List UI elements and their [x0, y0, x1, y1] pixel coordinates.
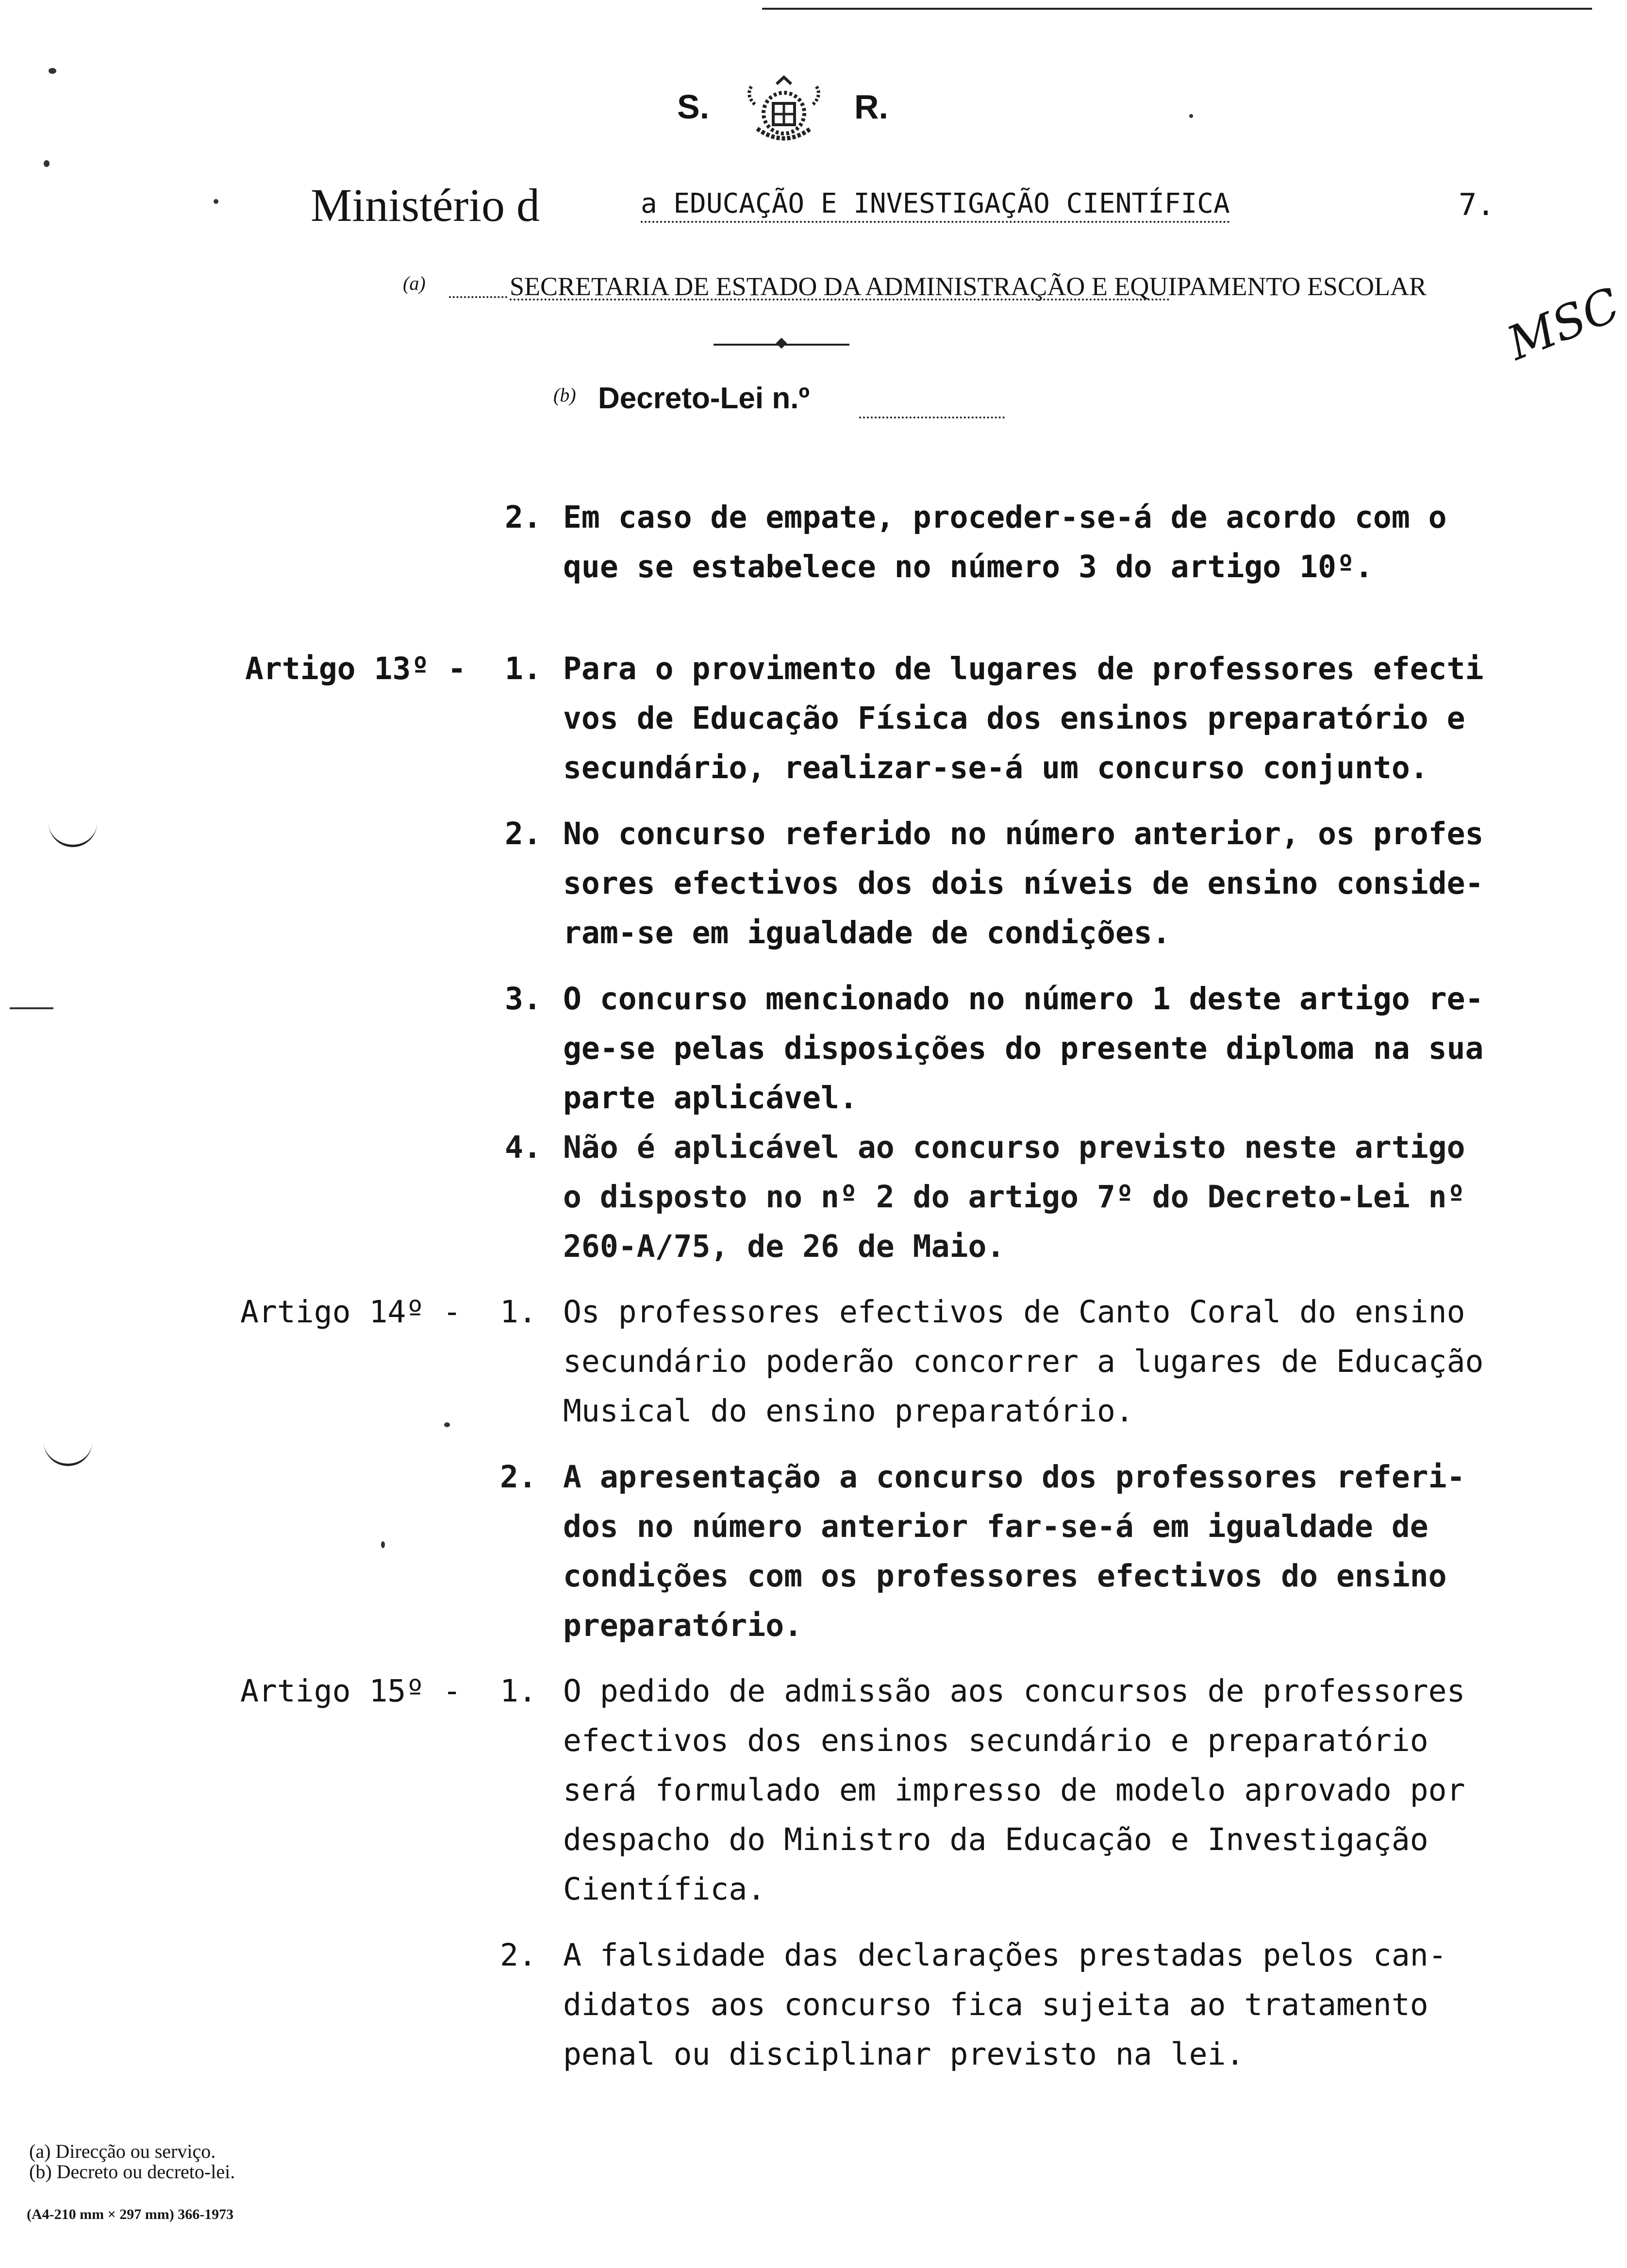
paragraph-line: será formulado em impresso de modelo aprovado por	[563, 1772, 1465, 1808]
margin-mark	[44, 1439, 92, 1466]
dotted-line	[449, 296, 507, 298]
paragraph-line: 260-A/75, de 26 de Maio.	[563, 1229, 1005, 1264]
footnote-a: (a) Direcção ou serviço.	[29, 2140, 216, 2162]
header-s-letter: S.	[677, 88, 710, 126]
article-label: Artigo 13º -	[245, 651, 466, 686]
scan-speck	[1189, 114, 1193, 118]
scan-speck	[214, 199, 218, 204]
item-number: 2.	[505, 500, 542, 535]
item-number: 2.	[500, 1459, 537, 1495]
item-number: 1.	[500, 1673, 537, 1709]
handwritten-note: MSC	[1500, 277, 1627, 371]
scan-speck	[44, 160, 50, 167]
paragraph-line: preparatório.	[563, 1608, 803, 1643]
paragraph-line: efectivos dos ensinos secundário e preparatório	[563, 1723, 1428, 1758]
paragraph-line: O pedido de admissão aos concursos de professores	[563, 1673, 1465, 1709]
item-number: 2.	[500, 1937, 537, 1973]
page-number: 7.	[1459, 187, 1495, 222]
footnote-marker-b: (b)	[553, 384, 576, 406]
article-label: Artigo 15º -	[240, 1673, 462, 1709]
paragraph-line: dos no número anterior far-se-á em igualdade de	[563, 1509, 1428, 1544]
scan-speck	[49, 68, 56, 74]
paragraph-line: parte aplicável.	[563, 1080, 858, 1116]
paragraph-line: ram-se em igualdade de condições.	[563, 915, 1171, 951]
paragraph-line: que se estabelece no número 3 do artigo 10º.	[563, 549, 1373, 584]
paragraph-line: Não é aplicável ao concurso previsto neste artigo	[563, 1130, 1465, 1165]
paragraph-line: Científica.	[563, 1871, 766, 1907]
dotted-line	[859, 417, 1005, 418]
ministry-name: a EDUCAÇÃO E INVESTIGAÇÃO CIENTÍFICA	[641, 187, 1230, 223]
header-r-letter: R.	[854, 88, 888, 126]
paragraph-line: Musical do ensino preparatório.	[563, 1393, 1134, 1429]
paragraph-line: o disposto no nº 2 do artigo 7º do Decreto-Lei nº	[563, 1179, 1465, 1215]
item-number: 4.	[505, 1130, 542, 1165]
footnote-marker-a: (a)	[403, 272, 426, 294]
coat-of-arms-icon	[735, 75, 832, 153]
paragraph-line: condições com os professores efectivos do ensino	[563, 1558, 1447, 1594]
paragraph-line: sores efectivos dos dois níveis de ensino conside-	[563, 866, 1484, 901]
item-number: 2.	[505, 816, 542, 851]
paragraph-line: didatos aos concurso fica sujeita ao tratamento	[563, 1987, 1428, 2022]
paragraph-line: secundário poderão concorrer a lugares de Educação	[563, 1344, 1484, 1379]
paragraph-line: penal ou disciplinar previsto na lei.	[563, 2036, 1245, 2072]
paragraph-line: Para o provimento de lugares de professores efecti	[563, 651, 1484, 686]
top-rule	[762, 8, 1592, 10]
paragraph-line: A falsidade das declarações prestadas pelos can-	[563, 1937, 1447, 1973]
paragraph-line: No concurso referido no número anterior, os profes	[563, 816, 1484, 851]
scan-speck	[381, 1541, 385, 1548]
decreto-label: Decreto-Lei n.º	[598, 382, 810, 415]
paragraph-line: Em caso de empate, proceder-se-á de acordo com o	[563, 500, 1447, 535]
divider-ornament	[714, 342, 849, 346]
footnote-b: (b) Decreto ou decreto-lei.	[29, 2161, 235, 2183]
paragraph-line: A apresentação a concurso dos professores referi-	[563, 1459, 1465, 1495]
item-number: 3.	[505, 981, 542, 1017]
form-code: (A4-210 mm × 297 mm) 366-1973	[27, 2206, 234, 2222]
paragraph-line: secundário, realizar-se-á um concurso conjunto.	[563, 750, 1428, 785]
paragraph-line: vos de Educação Física dos ensinos preparatório e	[563, 700, 1465, 736]
item-number: 1.	[505, 651, 542, 686]
item-number: 1.	[500, 1294, 537, 1330]
paragraph-line: Os professores efectivos de Canto Coral do ensino	[563, 1294, 1465, 1330]
secretaria-name: SECRETARIA DE ESTADO DA ADMINISTRAÇÃO E EQUIPAMENTO ESCOLAR	[510, 272, 1427, 301]
paragraph-line: O concurso mencionado no número 1 deste artigo re-	[563, 981, 1484, 1017]
ministerio-label: Ministério d	[311, 179, 540, 231]
paragraph-line: ge-se pelas disposições do presente diploma na sua	[563, 1031, 1484, 1066]
article-label: Artigo 14º -	[240, 1294, 462, 1330]
margin-mark	[10, 1007, 53, 1009]
paragraph-line: despacho do Ministro da Educação e Investigação	[563, 1822, 1428, 1857]
dotted-line	[510, 299, 1170, 300]
margin-mark	[49, 820, 97, 847]
scan-speck	[444, 1422, 450, 1427]
